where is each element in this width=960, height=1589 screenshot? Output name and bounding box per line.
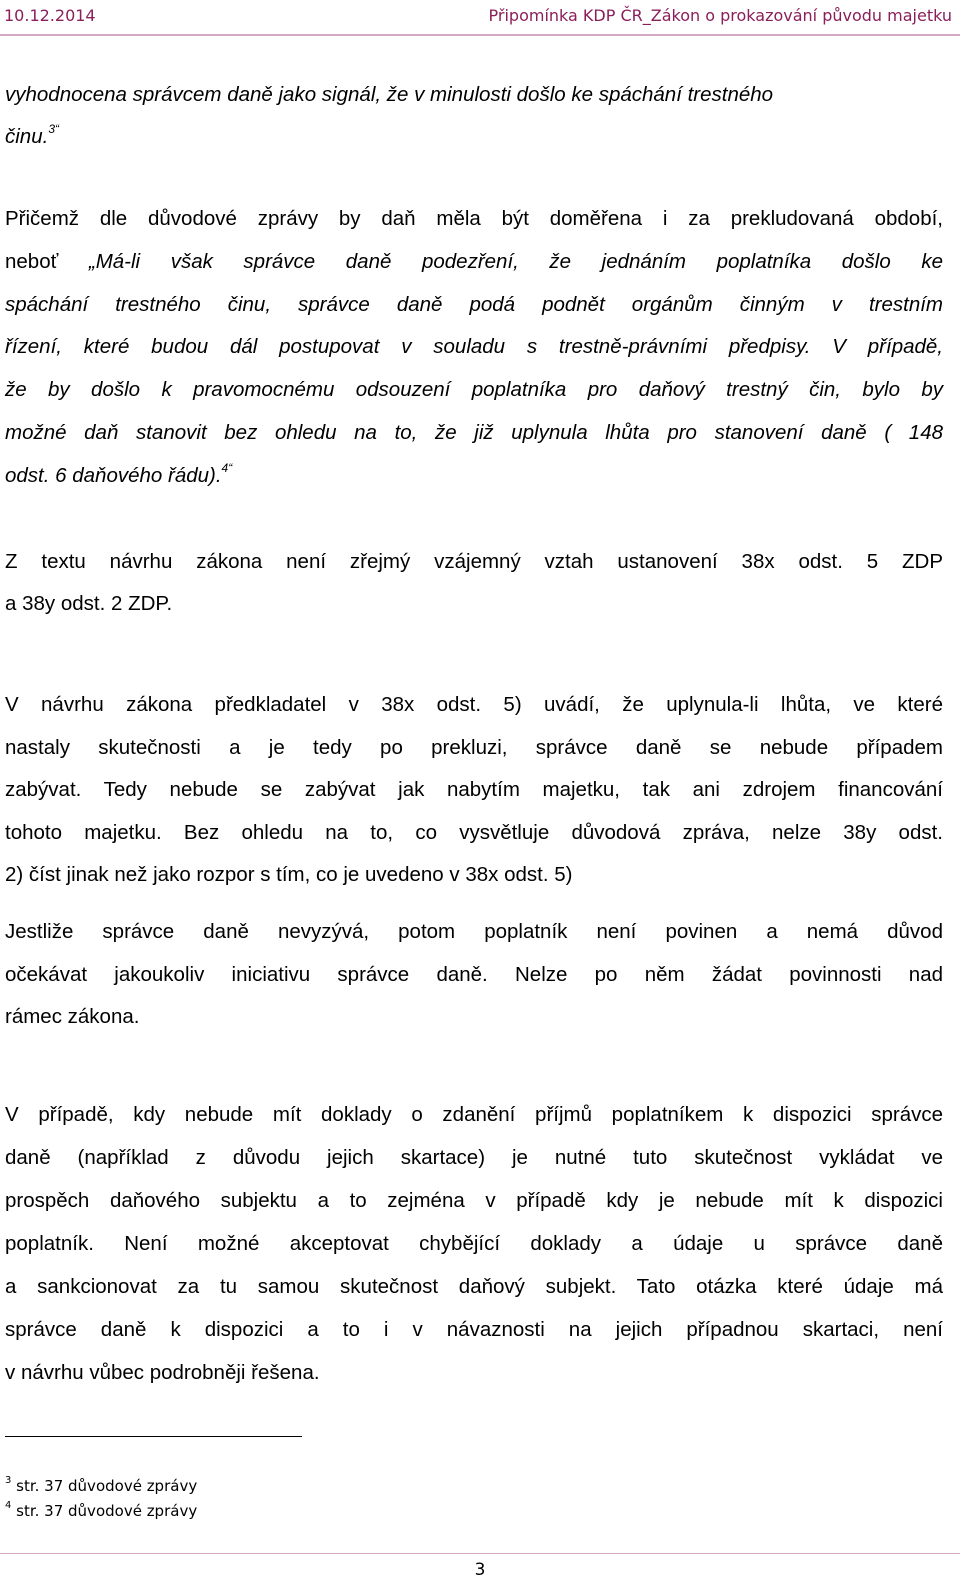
page-header — [0, 0, 960, 38]
paragraph-line: nastaly skutečnosti a je tedy po prekluzi, správce daně se nebude případem — [5, 735, 943, 759]
paragraph-line: očekávat jakoukoliv iniciativu správce daně. Nelze po něm žádat povinnosti nad — [5, 962, 943, 986]
paragraph-line: V návrhu zákona předkladatel v 38x odst. 5) uvádí, že uplynula-li lhůta, ve které — [5, 693, 943, 716]
paragraph-6 — [5, 1093, 943, 1394]
paragraph-line: tohoto majetku. Bez ohledu na to, co vysvětluje důvodová zpráva, nelze 38y odst. — [5, 820, 943, 844]
paragraph-line: a sankcionovat za tu samou skutečnost daňový subjekt. Tato otázka které údaje má — [5, 1275, 943, 1298]
paragraph-line: řízení, které budou dál postupovat v souladu s trestně-právními předpisy. V případě, — [5, 335, 943, 359]
footnote-number: 4 — [5, 1500, 12, 1511]
paragraph-line: V případě, kdy nebude mít doklady o zdanění příjmů poplatníkem k dispozici správce — [5, 1103, 943, 1126]
paragraph-line: odst. 6 daňového řádu).$^{4“}$ — [5, 460, 233, 487]
paragraph-2 — [5, 198, 943, 498]
paragraph-line: prospěch daňového subjektu a to zejména v případě kdy je nebude mít k dispozici — [5, 1189, 943, 1212]
paragraph-line: Přičemž dle důvodové zprávy by daň měla být doměřena i za prekludovaná období, — [5, 207, 943, 230]
paragraph-line: že by došlo k pravomocnému odsouzení poplatníka pro daňový trestný čin, bylo by — [5, 378, 943, 402]
header-title: Připomínka KDP ČR_Zákon o prokazování původu majetku — [488, 6, 952, 25]
footnote-text: str. 37 důvodové zprávy — [16, 1477, 198, 1495]
footnote — [5, 1502, 197, 1520]
paragraph-line: Jestliže správce daně nevyzývá, potom poplatník není povinen a nemá důvod — [5, 920, 943, 943]
paragraph-line: v návrhu vůbec podrobněji řešena. — [5, 1361, 320, 1384]
paragraph-4 — [5, 684, 943, 897]
header-date: 10.12.2014 — [4, 6, 96, 25]
footnote-separator — [5, 1436, 302, 1437]
paragraph-line: Z textu návrhu zákona není zřejmý vzájemný vztah ustanovení 38x odst. 5 ZDP — [5, 550, 943, 573]
footnote-ref: 4“ — [221, 460, 233, 475]
header-divider — [0, 34, 960, 36]
paragraph-line: 2) číst jinak než jako rozpor s tím, co je uvedeno v 38x odst. 5) — [5, 863, 573, 887]
footnote-text: str. 37 důvodové zprávy — [16, 1502, 198, 1520]
paragraph-line: daně (například z důvodu jejich skartace) je nutné tuto skutečnost vykládat ve — [5, 1146, 943, 1169]
paragraph-line: poplatník. Není možné akceptovat chybějící doklady a údaje u správce daně — [5, 1232, 943, 1255]
paragraph-line: možné daň stanovit bez ohledu na to, že již uplynula lhůta pro stanovení daně ( 148 — [5, 420, 943, 444]
paragraph-line: činu.$^{3“}$ — [5, 122, 59, 148]
paragraph-line: spáchání trestného činu, správce daně podá podnět orgánům činným v trestním — [5, 292, 943, 316]
paragraph-line: a 38y odst. 2 ZDP. — [5, 592, 173, 615]
paragraph-line: správce daně k dispozici a to i v návaznosti na jejich případnou skartaci, není — [5, 1318, 943, 1341]
footnote — [5, 1477, 197, 1495]
paragraph-5 — [5, 911, 943, 1039]
paragraph-line: neboť „Má-li však správce daně podezření, že jednáním poplatníka došlo ke — [5, 249, 943, 273]
footnote-number: 3 — [5, 1475, 12, 1486]
paragraph-line: vyhodnocena správcem daně jako signál, že v minulosti došlo ke spáchání trestného — [5, 83, 774, 106]
footnote-ref: 3“ — [48, 122, 59, 136]
paragraph-3 — [5, 541, 943, 625]
paragraph-line: rámec zákona. — [5, 1005, 140, 1028]
paragraph-1 — [5, 74, 943, 158]
paragraph-line: zabývat. Tedy nebude se zabývat jak nabytím majetku, tak ani zdrojem financování — [5, 778, 943, 802]
footer-divider — [0, 1553, 960, 1554]
page-number: 3 — [474, 1560, 486, 1580]
